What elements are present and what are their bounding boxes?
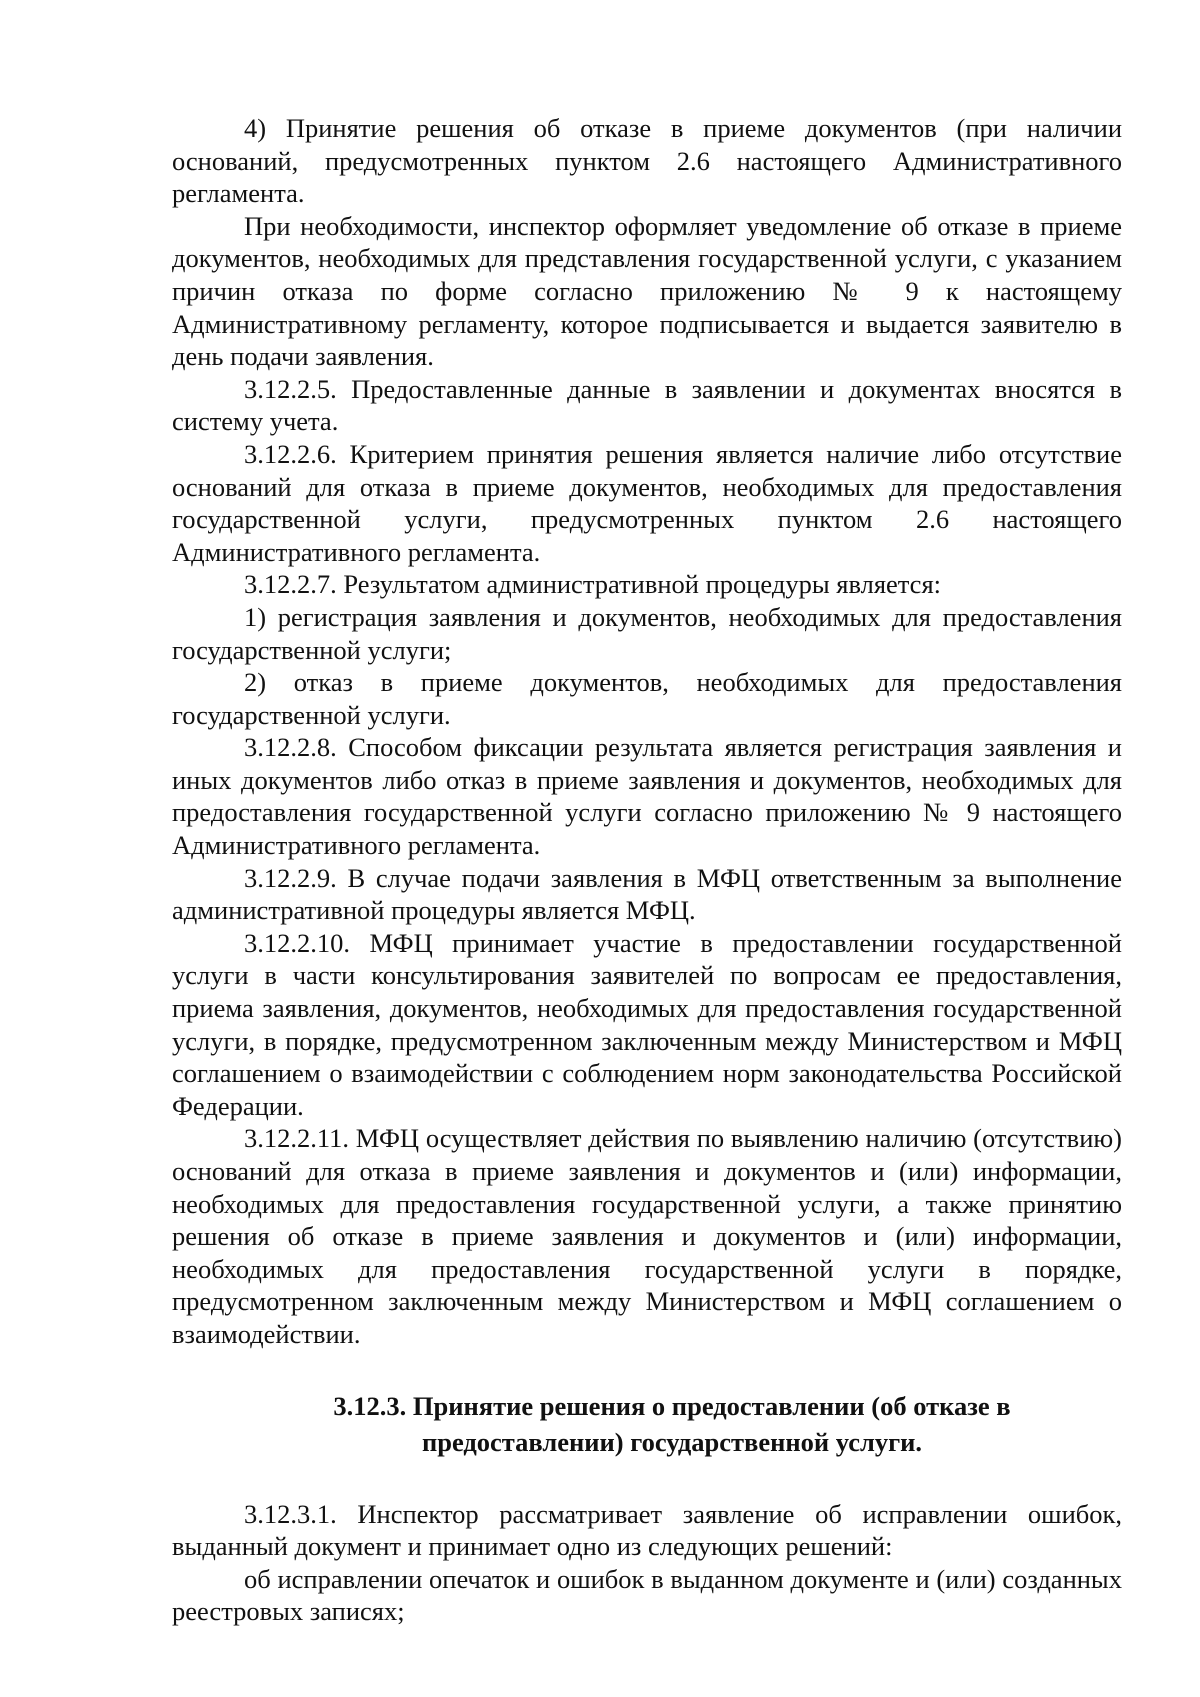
- paragraph-3-12-2-7: 3.12.2.7. Результатом административной процедуры является:: [244, 569, 941, 600]
- section-heading-3-12-3: 3.12.3. Принятие решения о предоставлении (об отказе в предоставлении) государственной услуги.: [333, 1390, 1011, 1457]
- paragraph-3-12-2-10: 3.12.2.10. МФЦ принимает участие в предоставлении государственной услуги в части консультирования заявителей по вопросам ее предоставления, приема заявления, документов, необходимых для предоставления государственной услуги, в порядке, предусмотренном заключенным между Министерством и МФЦ соглашением о взаимодействии с соблюдением норм законодательства Российской Федерации.: [172, 927, 1122, 1121]
- paragraph-3-12-2-8: 3.12.2.8. Способом фиксации результата является регистрация заявления и иных документов либо отказ в приеме заявления и документов, необходимых для предоставления государственной услуги согласно приложению № 9 настоящего Административного регламента.: [172, 732, 1122, 861]
- document-page: [172, 112, 1122, 1628]
- paragraph-3-12-3-1: 3.12.3.1. Инспектор рассматривает заявление об исправлении ошибок, выданный документ и принимает одно из следующих решений:: [172, 1498, 1122, 1562]
- paragraph-correction-decision: об исправлении опечаток и ошибок в выданном документе и (или) созданных реестровых записях;: [172, 1563, 1122, 1627]
- paragraph-3-12-2-5: 3.12.2.5. Предоставленные данные в заявлении и документах вносятся в систему учета.: [172, 373, 1122, 437]
- list-item-registration: 1) регистрация заявления и документов, необходимых для предоставления государственной услуги;: [172, 601, 1122, 665]
- paragraph-3-12-2-6: 3.12.2.6. Критерием принятия решения является наличие либо отсутствие оснований для отказа в приеме документов, необходимых для предоставления государственной услуги, предусмотренных пунктом 2.6 настоящего Административного регламента.: [172, 438, 1122, 567]
- paragraph-4-refusal-decision: 4) Принятие решения об отказе в приеме документов (при наличии оснований, предусмотренных пунктом 2.6 настоящего Административного регламента.: [172, 113, 1122, 209]
- paragraph-3-12-2-9: 3.12.2.9. В случае подачи заявления в МФЦ ответственным за выполнение административной процедуры является МФЦ.: [172, 862, 1122, 926]
- paragraph-refusal-notice: При необходимости, инспектор оформляет уведомление об отказе в приеме документов, необходимых для представления государственной услуги, с указанием причин отказа по форме согласно приложению № 9 к настоящему Административному регламенту, которое подписывается и выдается заявителю в день подачи заявления.: [172, 210, 1122, 372]
- list-item-refusal: 2) отказ в приеме документов, необходимых для предоставления государственной услуги.: [172, 667, 1122, 730]
- paragraph-3-12-2-11: 3.12.2.11. МФЦ осуществляет действия по выявлению наличию (отсутствию) оснований для отказа в приеме заявления и документов и (или) информации, необходимых для предоставления государственной услуги, а также принятию решения об отказе в приеме заявления и документов и (или) информации, необходимых для предоставления государственной услуги в порядке, предусмотренном заключенным между Министерством и МФЦ соглашением о взаимодействии.: [172, 1123, 1122, 1349]
